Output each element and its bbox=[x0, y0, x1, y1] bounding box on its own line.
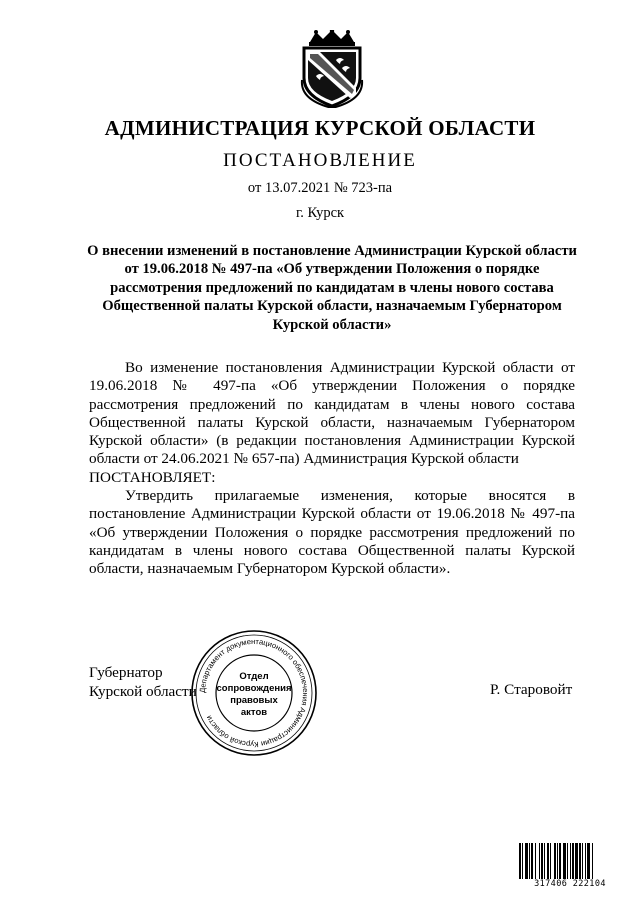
barcode-bar bbox=[539, 843, 540, 879]
barcode-bar bbox=[554, 843, 556, 879]
signature-position-line-2: Курской области bbox=[89, 683, 197, 700]
barcode-bar bbox=[563, 843, 566, 879]
barcode-bar bbox=[572, 843, 574, 879]
document-city: г. Курск bbox=[295, 205, 345, 221]
document-date-number: от 13.07.2021 № 723-па bbox=[247, 180, 393, 196]
barcode-bar bbox=[535, 843, 536, 879]
barcode-bar bbox=[531, 843, 533, 879]
barcode-bar bbox=[541, 843, 543, 879]
official-stamp bbox=[189, 628, 319, 758]
document-body bbox=[89, 359, 575, 579]
barcode-bar bbox=[592, 843, 593, 879]
body-paragraph-2: Утвердить прилагаемые изменения, которые вносятся в постановление Администрации Курской области от 19.06.2018 № 497-па «Об утверждении Положения о порядке рассмотрения предложений по кандидатам в члены нового состава Общественной палаты Курской области, назначаемым Губернатором Курской области». bbox=[89, 487, 575, 578]
body-resolves: ПОСТАНОВЛЯЕТ: bbox=[89, 468, 216, 486]
organization-name: АДМИНИСТРАЦИЯ КУРСКОЙ ОБЛАСТИ bbox=[104, 116, 536, 140]
barcode-bar bbox=[582, 843, 583, 879]
barcode-bar bbox=[567, 843, 568, 879]
barcode-bars bbox=[518, 843, 622, 879]
barcode-bar bbox=[575, 843, 578, 879]
body-paragraph-1: Во изменение постановления Администрации Курской области от 19.06.2018 № 497-па «Об утверждении Положения о порядке рассмотрения предложений по кандидатам в члены нового состава Общественной палаты Курской области, назначаемым Губернатором Курской области» (в редакции постановления Администрации Курской области от 24.06.2021 № 657-па) Администрация Курской области bbox=[89, 359, 575, 468]
barcode-bar bbox=[522, 843, 523, 879]
coat-of-arms-emblem bbox=[296, 30, 368, 108]
barcode-bar bbox=[557, 843, 558, 879]
stamp-center-line-3: правовых bbox=[230, 695, 278, 706]
barcode-bar bbox=[550, 843, 551, 879]
barcode-bar bbox=[587, 843, 590, 879]
barcode-bar bbox=[519, 843, 521, 879]
barcode-bar bbox=[529, 843, 530, 879]
stamp-center-line-4: актов bbox=[240, 707, 268, 718]
document-type: ПОСТАНОВЛЕНИЕ bbox=[223, 150, 417, 171]
barcode bbox=[518, 843, 622, 889]
stamp-ring-text: Департамент документационного обеспечения Администрации Курской области bbox=[197, 636, 311, 750]
signature-name: Р. Старовойт bbox=[490, 681, 573, 698]
barcode-bar bbox=[570, 843, 571, 879]
signature-position bbox=[89, 663, 197, 701]
signature-position-line-1: Губернатор bbox=[89, 664, 163, 681]
stamp-center-line-2: сопровождения bbox=[216, 683, 292, 694]
barcode-bar bbox=[579, 843, 581, 879]
barcode-number: 317406 222104 bbox=[518, 879, 622, 889]
stamp-center-line-1: Отдел bbox=[239, 671, 269, 682]
barcode-bar bbox=[559, 843, 561, 879]
barcode-bar bbox=[544, 843, 545, 879]
document-title: О внесении изменений в постановление Администрации Курской области от 19.06.2018 № 497-па «Об утверждении Положения о порядке рассмотрения предложений по кандидатам в члены нового состава Общественной палаты Курской области, назначаемым Губернатором Курской области» bbox=[87, 243, 577, 333]
barcode-bar bbox=[547, 843, 549, 879]
barcode-bar bbox=[525, 843, 528, 879]
barcode-bar bbox=[585, 843, 586, 879]
